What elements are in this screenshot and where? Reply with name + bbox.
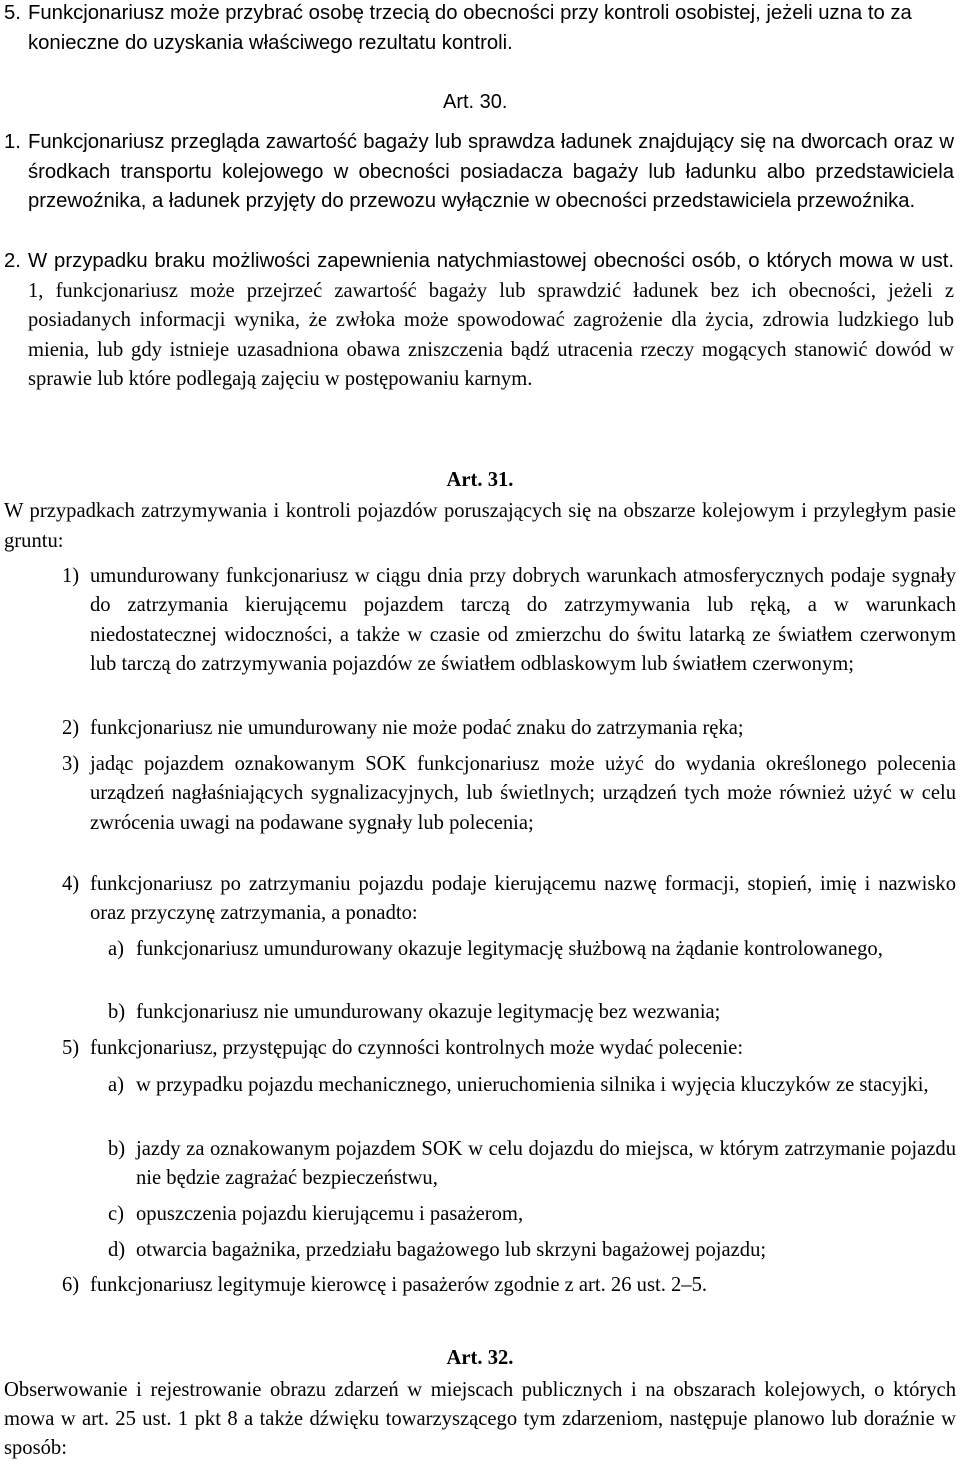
list-item-5d: [108, 1236, 956, 1265]
list-item-label: 4): [62, 873, 80, 895]
list-item-text: funkcjonariusz umundurowany okazuje legitymację służbową na żądanie kontrolowanego,: [136, 938, 883, 960]
article-32-intro: Obserwowanie i rejestrowanie obrazu zdarzeń w miejscach publicznych i na obszarach kolejowych, o których mowa w art. 25 ust. 1 pkt 8 a także dźwięku towarzyszącego tym zdarzeniom, następuje planowo lub doraźnie w sposób:: [4, 1379, 956, 1459]
list-item-text: funkcjonariusz, przystępując do czynności kontrolnych może wydać polecenie:: [90, 1037, 744, 1059]
list-item-4b: [108, 998, 956, 1027]
list-item-label: 5): [62, 1037, 80, 1059]
article-heading-31: Art. 31.: [446, 469, 514, 491]
paragraph-number: 5.: [4, 2, 21, 24]
paragraph-number: 1.: [4, 131, 21, 153]
article-heading-30: Art. 30.: [443, 91, 508, 113]
article-heading-32: Art. 32.: [446, 1347, 514, 1369]
paragraph-text: [28, 247, 954, 395]
paragraph-text: Funkcjonariusz przegląda zawartość bagaży lub sprawdza ładunek znajdujący się na dworcach oraz w środkach transportu kolejowego w obecności posiadacza bagaży lub ładunku albo przedstawiciela przewoźnika, a ładunek przyjęty do przewozu wyłącznie w obecności przedstawiciela przewoźnika.: [28, 131, 954, 212]
paragraph-30-1: [4, 128, 954, 217]
paragraph-text-part-2: 1, funkcjonariusz może przejrzeć zawartość bagaży lub sprawdzić ładunek bez ich obecności, jeżeli z posiadanych informacji wynika, że zwłoka może spowodować zagrożenie dla życia, zdrowia ludzkiego lub mienia, lub gdy istnieje uzasadniona obawa zniszczenia bądź utracenia rzeczy mogących stanowić dowód w sprawie lub które podlegają zajęciu w postępowaniu karnym.: [28, 279, 954, 390]
list-item-5c: [108, 1200, 956, 1229]
list-item-text: umundurowany funkcjonariusz w ciągu dnia przy dobrych warunkach atmosferycznych podaje sygnały do zatrzymania kierującemu pojazdem tarczą do zatrzymywania lub ręką, a w warunkach niedostatecznej widoczności, a także w czasie od zmierzchu do świtu latarką ze światłem czerwonym lub tarczą do zatrzymywania pojazdów ze światłem odblaskowym lub światłem czerwonym;: [90, 565, 956, 676]
list-item-3: [62, 750, 956, 838]
list-item-text: jazdy za oznakowanym pojazdem SOK w celu dojazdu do miejsca, w którym zatrzymanie pojazdu nie będzie zagrażać bezpieczeństwu,: [136, 1138, 956, 1190]
paragraph-text: Funkcjonariusz może przybrać osobę trzecią do obecności przy kontroli osobistej, jeżeli uzna to za konieczne do uzyskania właściwego rezultatu kontroli.: [28, 2, 912, 54]
paragraph-5: [4, 0, 952, 58]
list-item-label: 3): [62, 753, 80, 775]
list-item-text: w przypadku pojazdu mechanicznego, unieruchomienia silnika i wyjęcia kluczyków ze stacyjki,: [136, 1074, 929, 1096]
list-item-2: [62, 714, 956, 743]
list-item-5b: [108, 1135, 956, 1194]
list-item-text: funkcjonariusz nie umundurowany nie może podać znaku do zatrzymania ręka;: [90, 717, 744, 739]
list-item-label: c): [108, 1203, 124, 1225]
list-item-4: [62, 870, 956, 929]
list-item-1: [62, 562, 956, 680]
list-item-text: otwarcia bagażnika, przedziału bagażowego lub skrzyni bagażowej pojazdu;: [136, 1239, 767, 1261]
list-item-label: d): [108, 1239, 126, 1261]
list-item-label: 2): [62, 717, 80, 739]
list-item-label: b): [108, 1001, 126, 1023]
list-item-text: opuszczenia pojazdu kierującemu i pasażerom,: [136, 1203, 524, 1225]
list-item-label: a): [108, 938, 124, 960]
list-item-4a: [108, 935, 956, 964]
list-item-5: [62, 1034, 956, 1063]
article-31-intro: W przypadkach zatrzymywania i kontroli pojazdów poruszających się na obszarze kolejowym i przyległym pasie gruntu:: [4, 500, 956, 552]
list-item-text: jadąc pojazdem oznakowanym SOK funkcjonariusz może użyć do wydania określonego polecenia urządzeń nagłaśniających sygnalizacyjnych, lub świetlnych; urządzeń tych może również użyć w celu zwrócenia uwagi na podawane sygnały lub polecenia;: [90, 753, 956, 834]
list-item-6: [62, 1271, 956, 1300]
list-item-label: b): [108, 1138, 126, 1160]
list-item-label: a): [108, 1074, 124, 1096]
paragraph-number: 2.: [4, 250, 21, 272]
list-item-text: funkcjonariusz nie umundurowany okazuje legitymację bez wezwania;: [136, 1001, 721, 1023]
list-item-text: funkcjonariusz legitymuje kierowcę i pasażerów zgodnie z art. 26 ust. 2–5.: [90, 1274, 708, 1296]
list-item-label: 1): [62, 565, 80, 587]
paragraph-30-2: [4, 247, 954, 395]
list-item-5a: [108, 1071, 956, 1100]
list-item-label: 6): [62, 1274, 80, 1296]
paragraph-text-part-1: W przypadku braku możliwości zapewnienia natychmiastowej obecności osób, o których mowa w ust.: [28, 250, 954, 272]
list-item-text: funkcjonariusz po zatrzymaniu pojazdu podaje kierującemu nazwę formacji, stopień, imię i nazwisko oraz przyczynę zatrzymania, a ponadto:: [90, 873, 956, 925]
